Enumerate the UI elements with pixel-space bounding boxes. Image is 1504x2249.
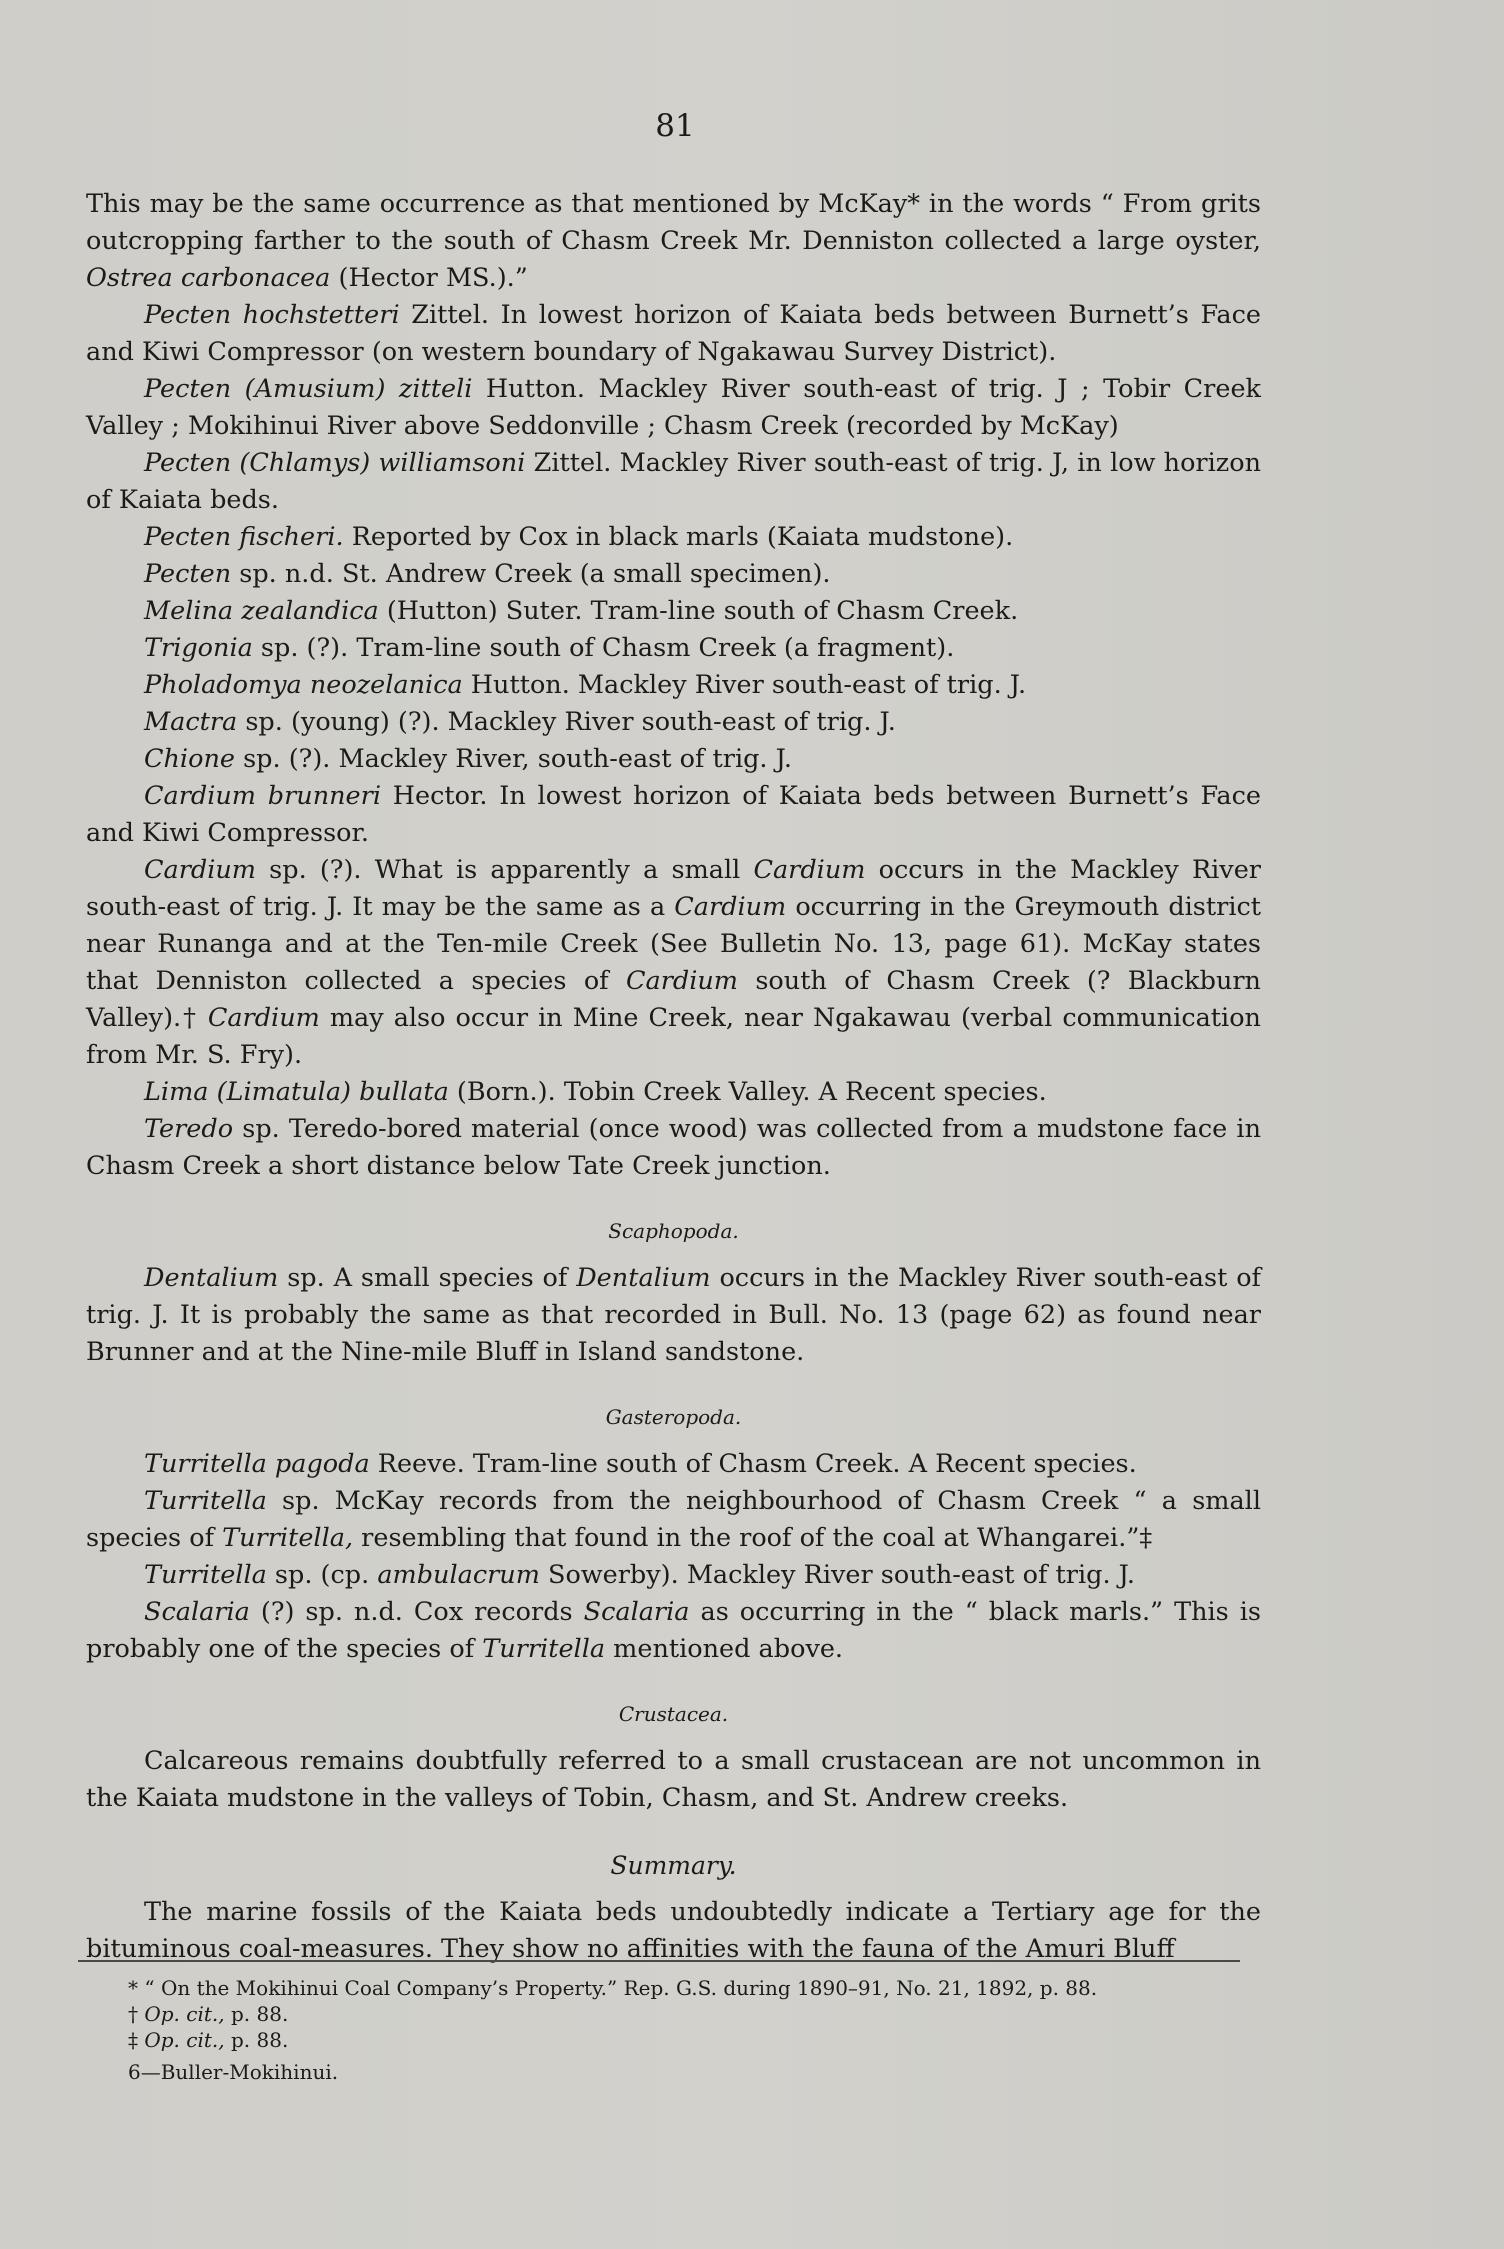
taxon-name: Pecten fischeri. — [144, 522, 344, 552]
taxon-name: Turritella, — [222, 1523, 354, 1553]
taxon-name: Dentalium — [576, 1263, 711, 1293]
paragraph — [86, 519, 1261, 556]
taxon-name: Op. cit., — [144, 2028, 225, 2052]
paragraph — [86, 371, 1261, 445]
taxon-name: Cardium — [625, 966, 738, 996]
taxon-name: Scalaria — [583, 1597, 690, 1627]
text-run: ‡ — [128, 2028, 145, 2052]
paragraph — [86, 1260, 1261, 1371]
taxon-name: Cardium — [753, 855, 866, 885]
text-run: sp. (?). Mackley River, south-east of trig. J. — [234, 744, 792, 774]
text-run: occurring in the Greymouth district near Runanga and at the Ten-mile Creek (See Bulletin No. 13, page 61). McKay states that Denniston collected a species of — [86, 892, 1261, 996]
taxon-name: Scalaria — [144, 1597, 250, 1627]
footnote — [128, 1975, 1258, 2001]
text-run: Hutton. Mackley River south-east of trig. J ; Tobir Creek Valley ; Mokihinui River above Seddonville ; Chasm Creek (recorded by McKay) — [86, 374, 1261, 441]
taxon-name: Ostrea carbonacea — [86, 263, 331, 293]
text-run: occurs in the Mackley River south-east of trig. J. It may be the same as a — [86, 855, 1261, 922]
taxon-name: Cardium — [144, 855, 256, 885]
text-run: Reeve. Tram-line south of Chasm Creek. A Recent species. — [369, 1449, 1137, 1479]
taxon-name: Teredo — [144, 1114, 234, 1144]
paragraph — [86, 1111, 1261, 1185]
paragraph — [86, 593, 1261, 630]
text-run: may also occur in Mine Creek, near Ngakawau (verbal communication from Mr. S. Fry). — [86, 1003, 1261, 1070]
text-run: The marine fossils of the Kaiata beds undoubtedly indicate a Tertiary age for the bituminous coal-measures. They show no affinities with the fauna of the Amuri Bluff — [86, 1897, 1261, 1964]
text-run: (Hector MS.).” — [330, 263, 528, 293]
text-run: south of Chasm Creek (? Blackburn Valley).† — [86, 966, 1261, 1033]
paragraph — [86, 630, 1261, 667]
text-run: Zittel. In lowest horizon of Kaiata beds between Burnett’s Face and Kiwi Compressor (on western boundary of Ngakawau Survey District). — [86, 300, 1261, 367]
taxon-name: Pecten hochstetteri — [144, 300, 400, 330]
paragraph — [86, 1483, 1261, 1557]
text-run: sp. (?). Tram-line south of Chasm Creek (a fragment). — [252, 633, 955, 663]
text-run: as occurring in the “ black marls.” This is probably one of the species of — [86, 1597, 1261, 1664]
taxon-name: Pecten — [144, 559, 232, 589]
text-run: sp. (?). What is apparently a small — [256, 855, 754, 885]
taxon-name: ambulacrum — [377, 1560, 540, 1590]
taxon-name: Pholadomya neozelanica — [144, 670, 463, 700]
text-run: * “ On the Mokihinui Coal Company’s Property.” Rep. G.S. during 1890–91, No. 21, 1892, p. 88. — [128, 1976, 1098, 2000]
paragraph — [86, 778, 1261, 852]
text-run: sp. (young) (?). Mackley River south-east of trig. J. — [237, 707, 896, 737]
footnote — [128, 2001, 1258, 2027]
paragraph — [86, 1743, 1261, 1817]
paragraph — [86, 556, 1261, 593]
text-run: sp. A small species of — [278, 1263, 577, 1293]
paragraph — [86, 186, 1261, 297]
text-run: (?) sp. n.d. Cox records — [249, 1597, 584, 1627]
text-run: occurs in the Mackley River south-east of trig. J. It is probably the same as that recorded in Bull. No. 13 (page 62) as found near Brunner and at the Nine-mile Bluff in Island sandstone. — [86, 1263, 1261, 1367]
page-number: 81 — [655, 108, 695, 144]
text-run: sp. McKay records from the neighbourhood of Chasm Creek “ a small species of — [86, 1486, 1261, 1553]
taxon-name: Pecten (Chlamys) williamsoni — [144, 448, 526, 478]
text-run: sp. (cp. — [266, 1560, 378, 1590]
text-run: Reported by Cox in black marls (Kaiata mudstone). — [343, 522, 1014, 552]
section-heading: Crustacea. — [618, 1702, 729, 1726]
taxon-name: Turritella pagoda — [144, 1449, 370, 1479]
footnote-rule — [78, 1960, 1240, 1962]
taxon-name: Trigonia — [144, 633, 253, 663]
text-run: This may be the same occurrence as that mentioned by McKay* in the words “ From grits outcropping farther to the south of Chasm Creek Mr. Denniston collected a large oyster, — [86, 189, 1261, 256]
taxon-name: Op. cit., — [144, 2002, 225, 2026]
text-run: † — [128, 2002, 145, 2026]
text-run: p. 88. — [224, 2002, 289, 2026]
text-run: sp. Teredo-bored material (once wood) was collected from a mudstone face in Chasm Creek a short distance below Tate Creek junction. — [86, 1114, 1261, 1181]
paragraph — [86, 852, 1261, 1074]
paragraph — [86, 667, 1261, 704]
paragraph — [86, 704, 1261, 741]
taxon-name: Lima (Limatula) bullata — [144, 1077, 449, 1107]
paragraph — [86, 1894, 1261, 1968]
text-run: (Hutton) Suter. Tram-line south of Chasm Creek. — [378, 596, 1019, 626]
taxon-name: Cardium — [207, 1003, 320, 1033]
paragraph — [86, 1594, 1261, 1668]
taxon-name: Cardium — [674, 892, 787, 922]
paragraph — [86, 297, 1261, 371]
taxon-name: Pecten (Amusium) zitteli — [144, 374, 473, 404]
text-run: Hutton. Mackley River south-east of trig. J. — [462, 670, 1027, 700]
footnote — [128, 2027, 1258, 2053]
paragraph — [86, 1446, 1261, 1483]
paragraph — [86, 741, 1261, 778]
taxon-name: Cardium brunneri — [144, 781, 381, 811]
text-run: Zittel. Mackley River south-east of trig. J, in low horizon of Kaiata beds. — [86, 448, 1261, 515]
taxon-name: Chione — [144, 744, 235, 774]
taxon-name: Turritella — [482, 1634, 606, 1664]
signature-mark: 6—Buller-Mokihinui. — [128, 2060, 339, 2084]
taxon-name: Turritella — [144, 1486, 267, 1516]
text-run: mentioned above. — [605, 1634, 844, 1664]
text-run: Sowerby). Mackley River south-east of trig. J. — [539, 1560, 1136, 1590]
section-heading: Scaphopoda. — [608, 1219, 739, 1243]
section-heading: Gasteropoda. — [605, 1405, 742, 1429]
taxon-name: Mactra — [144, 707, 238, 737]
text-run: sp. n.d. St. Andrew Creek (a small specimen). — [231, 559, 831, 589]
text-run: Calcareous remains doubtfully referred to a small crustacean are not uncommon in the Kaiata mudstone in the valleys of Tobin, Chasm, and St. Andrew creeks. — [86, 1746, 1261, 1813]
text-run: p. 88. — [224, 2028, 289, 2052]
taxon-name: Melina zealandica — [144, 596, 379, 626]
taxon-name: Turritella — [144, 1560, 267, 1590]
text-run: Hector. In lowest horizon of Kaiata beds between Burnett’s Face and Kiwi Compressor. — [86, 781, 1261, 848]
body-text — [86, 186, 1261, 1968]
taxon-name: Dentalium — [144, 1263, 279, 1293]
paragraph — [86, 1074, 1261, 1111]
paragraph — [86, 1557, 1261, 1594]
text-run: resembling that found in the roof of the coal at Whangarei.”‡ — [353, 1523, 1153, 1553]
paragraph — [86, 445, 1261, 519]
text-run: (Born.). Tobin Creek Valley. A Recent species. — [448, 1077, 1047, 1107]
section-heading: Summary. — [610, 1851, 737, 1880]
footnotes — [128, 1975, 1258, 2053]
